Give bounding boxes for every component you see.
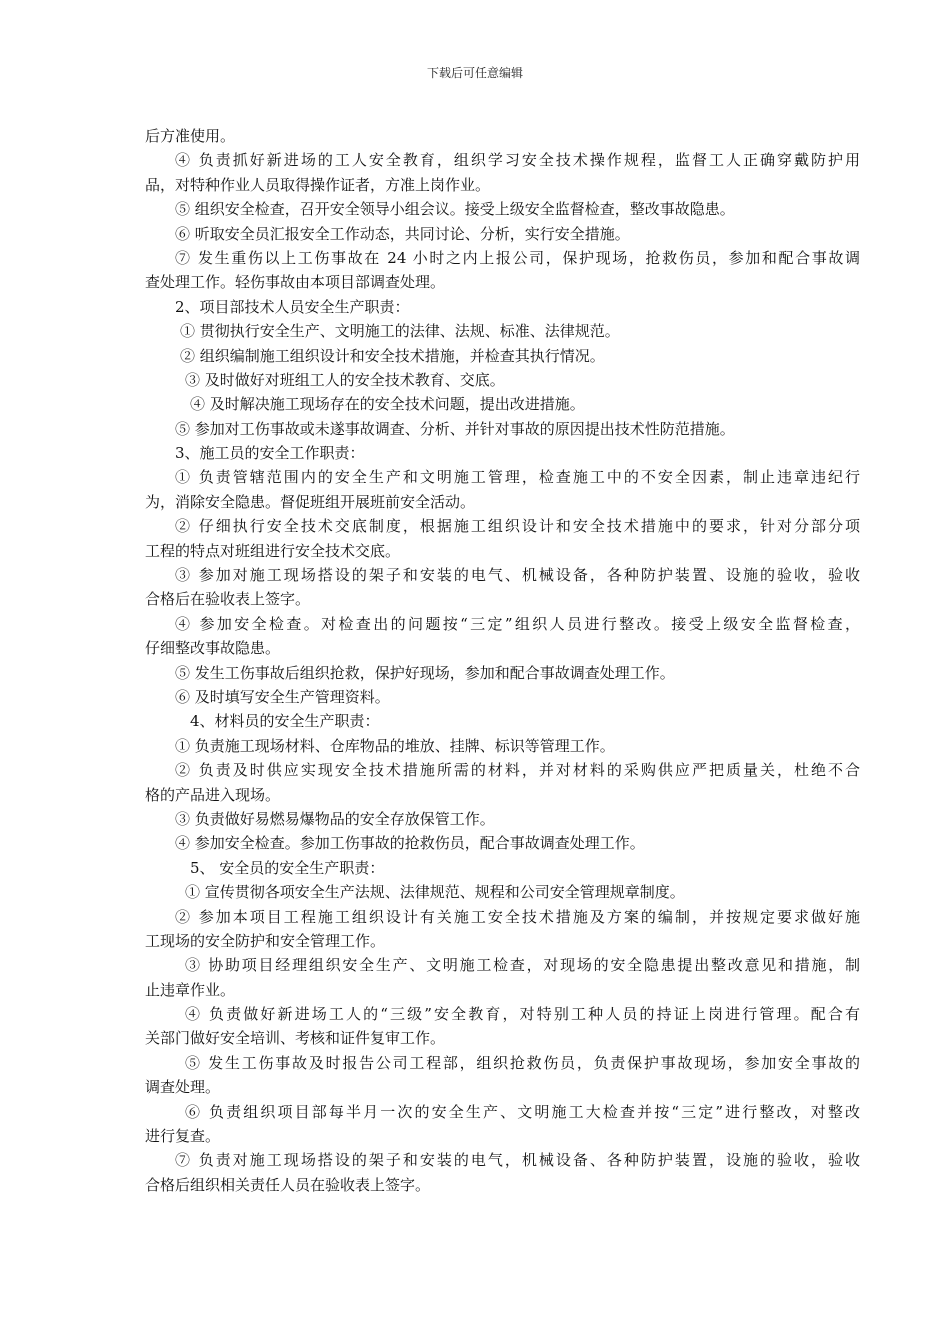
paragraph-line: 格的产品进入现场。 — [145, 785, 281, 804]
section-heading: 3、施工员的安全工作职责： — [175, 444, 365, 463]
paragraph-line: ④ 参加安全检查。参加工伤事故的抢救伤员，配合事故调查处理工作。 — [175, 834, 645, 853]
paragraph-line: ① 负责管辖范围内的安全生产和文明施工管理，检查施工中的不安全因素，制止违章违纪行 — [175, 468, 860, 487]
paragraph-line: 工现场的安全防护和安全管理工作。 — [145, 931, 386, 950]
paragraph-line: 止违章作业。 — [145, 980, 236, 999]
paragraph-line: 合格后在验收表上签字。 — [145, 590, 311, 609]
paragraph-line: ② 仔细执行安全技术交底制度，根据施工组织设计和安全技术措施中的要求，针对分部分项 — [175, 517, 860, 536]
section-heading: 5、 安全员的安全生产职责： — [190, 858, 385, 877]
paragraph-line: ② 负责及时供应实现安全技术措施所需的材料，并对材料的采购供应严把质量关，杜绝不合 — [175, 761, 860, 780]
section-heading: 4、材料员的安全生产职责： — [190, 712, 380, 731]
paragraph-line: ⑤ 组织安全检查，召开安全领导小组会议。接受上级安全监督检查，整改事故隐患。 — [175, 200, 735, 219]
paragraph-line: ⑦ 负责对施工现场搭设的架子和安装的电气，机械设备、各种防护装置，设施的验收，验收 — [175, 1151, 860, 1170]
paragraph-line: 调查处理。 — [145, 1078, 221, 1097]
paragraph-line: 后方准使用。 — [145, 127, 236, 145]
paragraph-line: ① 宣传贯彻各项安全生产法规、法律规范、规程和公司安全管理规章制度。 — [185, 883, 685, 902]
paragraph-line: ⑥ 负责组织项目部每半月一次的安全生产、文明施工大检查并按“三定”进行整改，对整改 — [185, 1102, 860, 1121]
paragraph-line: 查处理工作。轻伤事故由本项目部调查处理。 — [145, 273, 446, 292]
paragraph-line: ③ 及时做好对班组工人的安全技术教育、交底。 — [185, 370, 505, 389]
paragraph-line: ② 组织编制施工组织设计和安全技术措施，并检查其执行情况。 — [180, 346, 605, 365]
paragraph-line: ⑤ 发生工伤事故及时报告公司工程部，组织抢救伤员，负责保护事故现场，参加安全事故的 — [185, 1053, 860, 1072]
paragraph-line: ⑥ 及时填写安全生产管理资料。 — [175, 687, 390, 706]
paragraph-line: 合格后组织相关责任人员在验收表上签字。 — [145, 1175, 431, 1194]
paragraph-line: ④ 负责做好新进场工人的“三级”安全教育，对特别工种人员的持证上岗进行管理。配合有 — [185, 1005, 860, 1024]
paragraph-line: ④ 负责抓好新进场的工人安全教育，组织学习安全技术操作规程，监督工人正确穿戴防护用 — [175, 151, 860, 170]
paragraph-line: ③ 协助项目经理组织安全生产、文明施工检查，对现场的安全隐患提出整改意见和措施，制 — [185, 956, 860, 975]
paragraph-line: 工程的特点对班组进行安全技术交底。 — [145, 541, 401, 560]
paragraph-line: 关部门做好安全培训、考核和证件复审工作。 — [145, 1029, 446, 1048]
paragraph-line: ⑥ 听取安全员汇报安全工作动态，共同讨论、分析，实行安全措施。 — [175, 224, 630, 243]
paragraph-line: ⑤ 发生工伤事故后组织抢救，保护好现场，参加和配合事故调查处理工作。 — [175, 663, 675, 682]
section-heading: 2、项目部技术人员安全生产职责： — [175, 297, 410, 316]
page-header: 下载后可任意编辑 — [426, 66, 523, 80]
paragraph-line: ⑦ 发生重伤以上工伤事故在 24 小时之内上报公司，保护现场，抢救伤员，参加和配合事故调 — [175, 248, 860, 267]
paragraph-line: ⑤ 参加对工伤事故或未遂事故调查、分析、并针对事故的原因提出技术性防范措施。 — [175, 419, 735, 438]
paragraph-line: 品，对特种作业人员取得操作证者，方准上岗作业。 — [145, 175, 491, 194]
paragraph-line: ③ 负责做好易燃易爆物品的安全存放保管工作。 — [175, 809, 495, 828]
paragraph-line: ② 参加本项目工程施工组织设计有关施工安全技术措施及方案的编制，并按规定要求做好施 — [175, 907, 860, 926]
paragraph-line: ① 贯彻执行安全生产、文明施工的法律、法规、标准、法律规范。 — [180, 322, 620, 341]
paragraph-line: 为，消除安全隐患。督促班组开展班前安全活动。 — [145, 492, 476, 511]
paragraph-line: ④ 及时解决施工现场存在的安全技术问题，提出改进措施。 — [190, 395, 585, 414]
paragraph-line: ③ 参加对施工现场搭设的架子和安装的电气、机械设备，各种防护装置、设施的验收，验收 — [175, 566, 860, 585]
paragraph-line: ① 负责施工现场材料、仓库物品的堆放、挂牌、标识等管理工作。 — [175, 736, 615, 755]
paragraph-line: ④ 参加安全检查。对检查出的问题按“三定”组织人员进行整改。接受上级安全监督检查， — [175, 614, 860, 633]
document-body — [145, 124, 860, 1197]
paragraph-line: 仔细整改事故隐患。 — [145, 639, 281, 658]
paragraph-line: 进行复查。 — [145, 1127, 221, 1146]
